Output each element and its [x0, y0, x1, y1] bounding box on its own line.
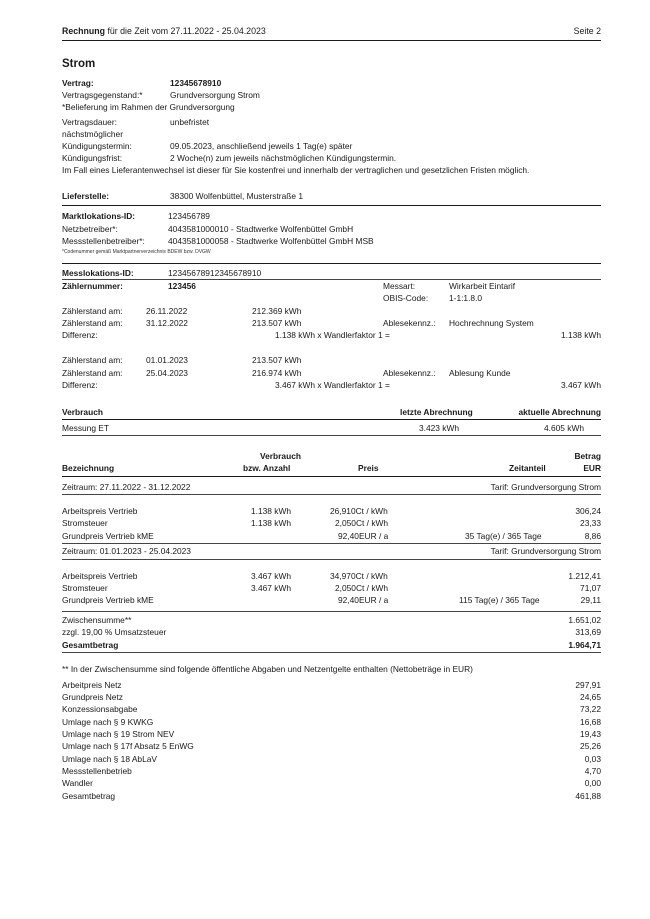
- zwischensumme-value: 1.651,02: [568, 615, 601, 625]
- differenz-label: Differenz:: [62, 380, 98, 390]
- abgaben-value: 19,43: [580, 729, 601, 739]
- differenz-total: 3.467 kWh: [560, 380, 601, 390]
- zaehlernummer-label: Zählernummer:: [62, 281, 123, 291]
- dauer-value: unbefristet: [170, 117, 210, 127]
- divider-messlokation: [62, 279, 601, 280]
- messart-value: Wirkarbeit Eintarif: [449, 281, 516, 291]
- gesamtbetrag-label: Gesamtbetrag: [62, 640, 119, 650]
- obis-label: OBIS-Code:: [383, 293, 429, 303]
- zaehlerstand-value: 212.369 kWh: [252, 306, 302, 316]
- zaehlerstand-label: Zählerstand am:: [62, 318, 123, 328]
- codenummer-footnote: *Codenummer gemäß Marktpartnerverzeichnis BDEW bzw. DVGW: [62, 249, 211, 255]
- lieferstelle-value: 38300 Wolfenbüttel, Musterstraße 1: [170, 191, 303, 201]
- abgaben-total-label: Gesamtbetrag: [62, 791, 116, 801]
- col-preis-header: Preis: [358, 463, 379, 473]
- header-title-rest: für die Zeit vom 27.11.2022 - 25.04.2023: [105, 26, 266, 36]
- cost-row-betrag: 29,11: [580, 595, 601, 605]
- ablesekennz-value: Ablesung Kunde: [449, 368, 511, 378]
- cost-row-betrag: 71,07: [580, 583, 601, 593]
- abgaben-value: 16,68: [580, 717, 601, 727]
- abgaben-label: Umlage nach § 17f Absatz 5 EnWG: [62, 741, 194, 751]
- zaehlerstand-label: Zählerstand am:: [62, 306, 123, 316]
- cost-row-menge: 1.138 kWh: [251, 506, 292, 516]
- differenz-total: 1.138 kWh: [560, 330, 601, 340]
- header-divider: [62, 40, 601, 41]
- abgaben-value: 73,22: [580, 704, 601, 714]
- wechsel-note: Im Fall eines Lieferantenwechsel ist dieser für Sie kostenfrei und innerhalb der vertraglichen und gesetzlichen Fristen möglich.: [62, 165, 530, 175]
- cost-row-betrag: 8,86: [584, 531, 601, 541]
- frist-value: 2 Woche(n) zum jeweils nächstmöglichen Kündigungstermin.: [170, 153, 397, 163]
- divider-marktlokation: [62, 263, 601, 264]
- abgaben-label: Umlage nach § 18 AbLaV: [62, 754, 157, 764]
- abgaben-value: 24,65: [580, 692, 601, 702]
- cost-row-preis: 26,910Ct / kWh: [330, 506, 388, 516]
- lieferstelle-label: Lieferstelle:: [62, 191, 110, 201]
- col-anzahl-header: bzw. Anzahl: [243, 463, 291, 473]
- abgaben-value: 0,00: [584, 778, 601, 788]
- cost-row-betrag: 23,33: [580, 518, 601, 528]
- col-zeitanteil-header: Zeitanteil: [509, 463, 546, 473]
- cost-row-zeit: 35 Tag(e) / 365 Tage: [465, 531, 542, 541]
- tarif-2: Tarif: Grundversorgung Strom: [490, 546, 601, 556]
- abgaben-label: Umlage nach § 9 KWKG: [62, 717, 154, 727]
- cost-row-menge: 3.467 kWh: [251, 583, 292, 593]
- abgaben-value: 25,26: [580, 741, 601, 751]
- zaehlerstand-date: 01.01.2023: [146, 355, 188, 365]
- cost-row-preis: 92,40EUR / a: [338, 595, 389, 605]
- zaehlerstand-date: 31.12.2022: [146, 318, 188, 328]
- cost-row-menge: 3.467 kWh: [251, 571, 292, 581]
- cost-row-preis: 92,40EUR / a: [338, 531, 389, 541]
- abgaben-label: Grundpreis Netz: [62, 692, 123, 702]
- messstellenbetreiber-value: 4043581000058 - Stadtwerke Wolfenbüttel GmbH MSB: [168, 236, 374, 246]
- divider-period1-end: [62, 543, 601, 544]
- col-verbrauch-header: Verbrauch: [260, 451, 301, 461]
- section-title: Strom: [62, 58, 96, 70]
- cost-row-zeit: 115 Tag(e) / 365 Tage: [459, 595, 540, 605]
- abgaben-label: Arbeitpreis Netz: [62, 680, 122, 690]
- abgaben-note: ** In der Zwischensumme sind folgende öffentliche Abgaben und Netzentgelte enthalten (Nettobeträge in EUR): [62, 664, 473, 674]
- gegenstand-label: Vertragsgegenstand:*: [62, 90, 143, 100]
- divider-period1: [62, 494, 601, 495]
- messstellenbetreiber-label: Messstellenbetreiber*:: [62, 236, 145, 246]
- cost-row-preis: 34,970Ct / kWh: [330, 571, 388, 581]
- zaehlerstand-value: 213.507 kWh: [252, 318, 302, 328]
- letzte-abrechnung-header: letzte Abrechnung: [400, 407, 473, 417]
- zeitraum-1: Zeitraum: 27.11.2022 - 31.12.2022: [62, 482, 191, 492]
- cost-row-bez: Grundpreis Vertrieb kME: [62, 595, 154, 605]
- abgaben-value: 4,70: [584, 766, 601, 776]
- messlokation-value: 12345678912345678910: [168, 268, 262, 278]
- umsatzsteuer-value: 313,69: [575, 627, 601, 637]
- obis-value: 1-1:1.8.0: [449, 293, 483, 303]
- cost-row-bez: Stromsteuer: [62, 518, 108, 528]
- gegenstand-value: Grundversorgung Strom: [170, 90, 260, 100]
- ablesekennz-label: Ablesekennz.:: [383, 368, 436, 378]
- col-bezeichnung-header: Bezeichnung: [62, 463, 115, 473]
- abgaben-total-value: 461,88: [575, 791, 601, 801]
- netzbetreiber-value: 4043581000010 - Stadtwerke Wolfenbüttel GmbH: [168, 224, 354, 234]
- divider-totals: [62, 652, 601, 653]
- abgaben-label: Wandler: [62, 778, 93, 788]
- verbrauch-header: Verbrauch: [62, 407, 103, 417]
- messung-label: Messung ET: [62, 423, 110, 433]
- netzbetreiber-label: Netzbetreiber*:: [62, 224, 118, 234]
- divider-period2: [62, 559, 601, 560]
- divider-lieferstelle: [62, 205, 601, 206]
- zaehlerstand-value: 213.507 kWh: [252, 355, 302, 365]
- invoice-page: [62, 0, 601, 919]
- zaehlerstand-label: Zählerstand am:: [62, 368, 123, 378]
- cost-row-bez: Stromsteuer: [62, 583, 108, 593]
- ablesekennz-value: Hochrechnung System: [449, 318, 534, 328]
- dauer-label: Vertragsdauer:: [62, 117, 117, 127]
- termin-label: Kündigungstermin:: [62, 141, 132, 151]
- tarif-1: Tarif: Grundversorgung Strom: [490, 482, 601, 492]
- page-number: Seite 2: [573, 26, 601, 36]
- abgaben-label: Konzessionsabgabe: [62, 704, 138, 714]
- messung-last: 3.423 kWh: [419, 423, 460, 433]
- header-title-bold: Rechnung: [62, 26, 106, 36]
- zaehlerstand-date: 25.04.2023: [146, 368, 188, 378]
- cost-row-bez: Arbeitspreis Vertrieb: [62, 571, 138, 581]
- gesamtbetrag-value: 1.964,71: [568, 640, 601, 650]
- cost-row-bez: Grundpreis Vertrieb kME: [62, 531, 154, 541]
- divider-verbrauch: [62, 419, 601, 420]
- vertrag-value: 12345678910: [170, 78, 222, 88]
- zaehlernummer-value: 123456: [168, 281, 196, 291]
- frist-label: Kündigungsfrist:: [62, 153, 123, 163]
- differenz-calc: 3.467 kWh x Wandlerfaktor 1 =: [275, 380, 390, 390]
- divider-verbrauch-end: [62, 435, 601, 436]
- divider-period2-end: [62, 611, 601, 612]
- ablesekennz-label: Ablesekennz.:: [383, 318, 436, 328]
- cost-row-betrag: 306,24: [575, 506, 601, 516]
- abgaben-value: 297,91: [575, 680, 601, 690]
- cost-row-bez: Arbeitspreis Vertrieb: [62, 506, 138, 516]
- cost-row-preis: 2,050Ct / kWh: [335, 583, 389, 593]
- abgaben-label: Umlage nach § 19 Strom NEV: [62, 729, 175, 739]
- differenz-label: Differenz:: [62, 330, 98, 340]
- divider-cost-header: [62, 476, 601, 477]
- vertrag-label: Vertrag:: [62, 78, 94, 88]
- zaehlerstand-date: 26.11.2022: [146, 306, 188, 316]
- col-eur-header: EUR: [583, 463, 601, 473]
- marktlokation-value: 123456789: [168, 211, 210, 221]
- zeitraum-2: Zeitraum: 01.01.2023 - 25.04.2023: [62, 546, 191, 556]
- abgaben-label: Messstellenbetrieb: [62, 766, 132, 776]
- cost-row-menge: 1.138 kWh: [251, 518, 292, 528]
- messung-current: 4.605 kWh: [544, 423, 585, 433]
- zaehlerstand-value: 216.974 kWh: [252, 368, 302, 378]
- col-betrag-header: Betrag: [574, 451, 601, 461]
- naechst-label: nächstmöglicher: [62, 129, 123, 139]
- termin-value: 09.05.2023, anschließend jeweils 1 Tag(e) später: [170, 141, 353, 151]
- umsatzsteuer-label: zzgl. 19,00 % Umsatzsteuer: [62, 627, 167, 637]
- aktuelle-abrechnung-header: aktuelle Abrechnung: [518, 407, 601, 417]
- messart-label: Messart:: [383, 281, 416, 291]
- belieferung-note: *Belieferung im Rahmen der Grundversorgung: [62, 102, 235, 112]
- zwischensumme-label: Zwischensumme**: [62, 615, 132, 625]
- cost-row-preis: 2,050Ct / kWh: [335, 518, 389, 528]
- zaehlerstand-label: Zählerstand am:: [62, 355, 123, 365]
- messlokation-label: Messlokations-ID:: [62, 268, 134, 278]
- page-header: [62, 26, 601, 37]
- cost-row-betrag: 1.212,41: [568, 571, 601, 581]
- differenz-calc: 1.138 kWh x Wandlerfaktor 1 =: [275, 330, 390, 340]
- marktlokation-label: Marktlokations-ID:: [62, 211, 136, 221]
- abgaben-value: 0,03: [584, 754, 601, 764]
